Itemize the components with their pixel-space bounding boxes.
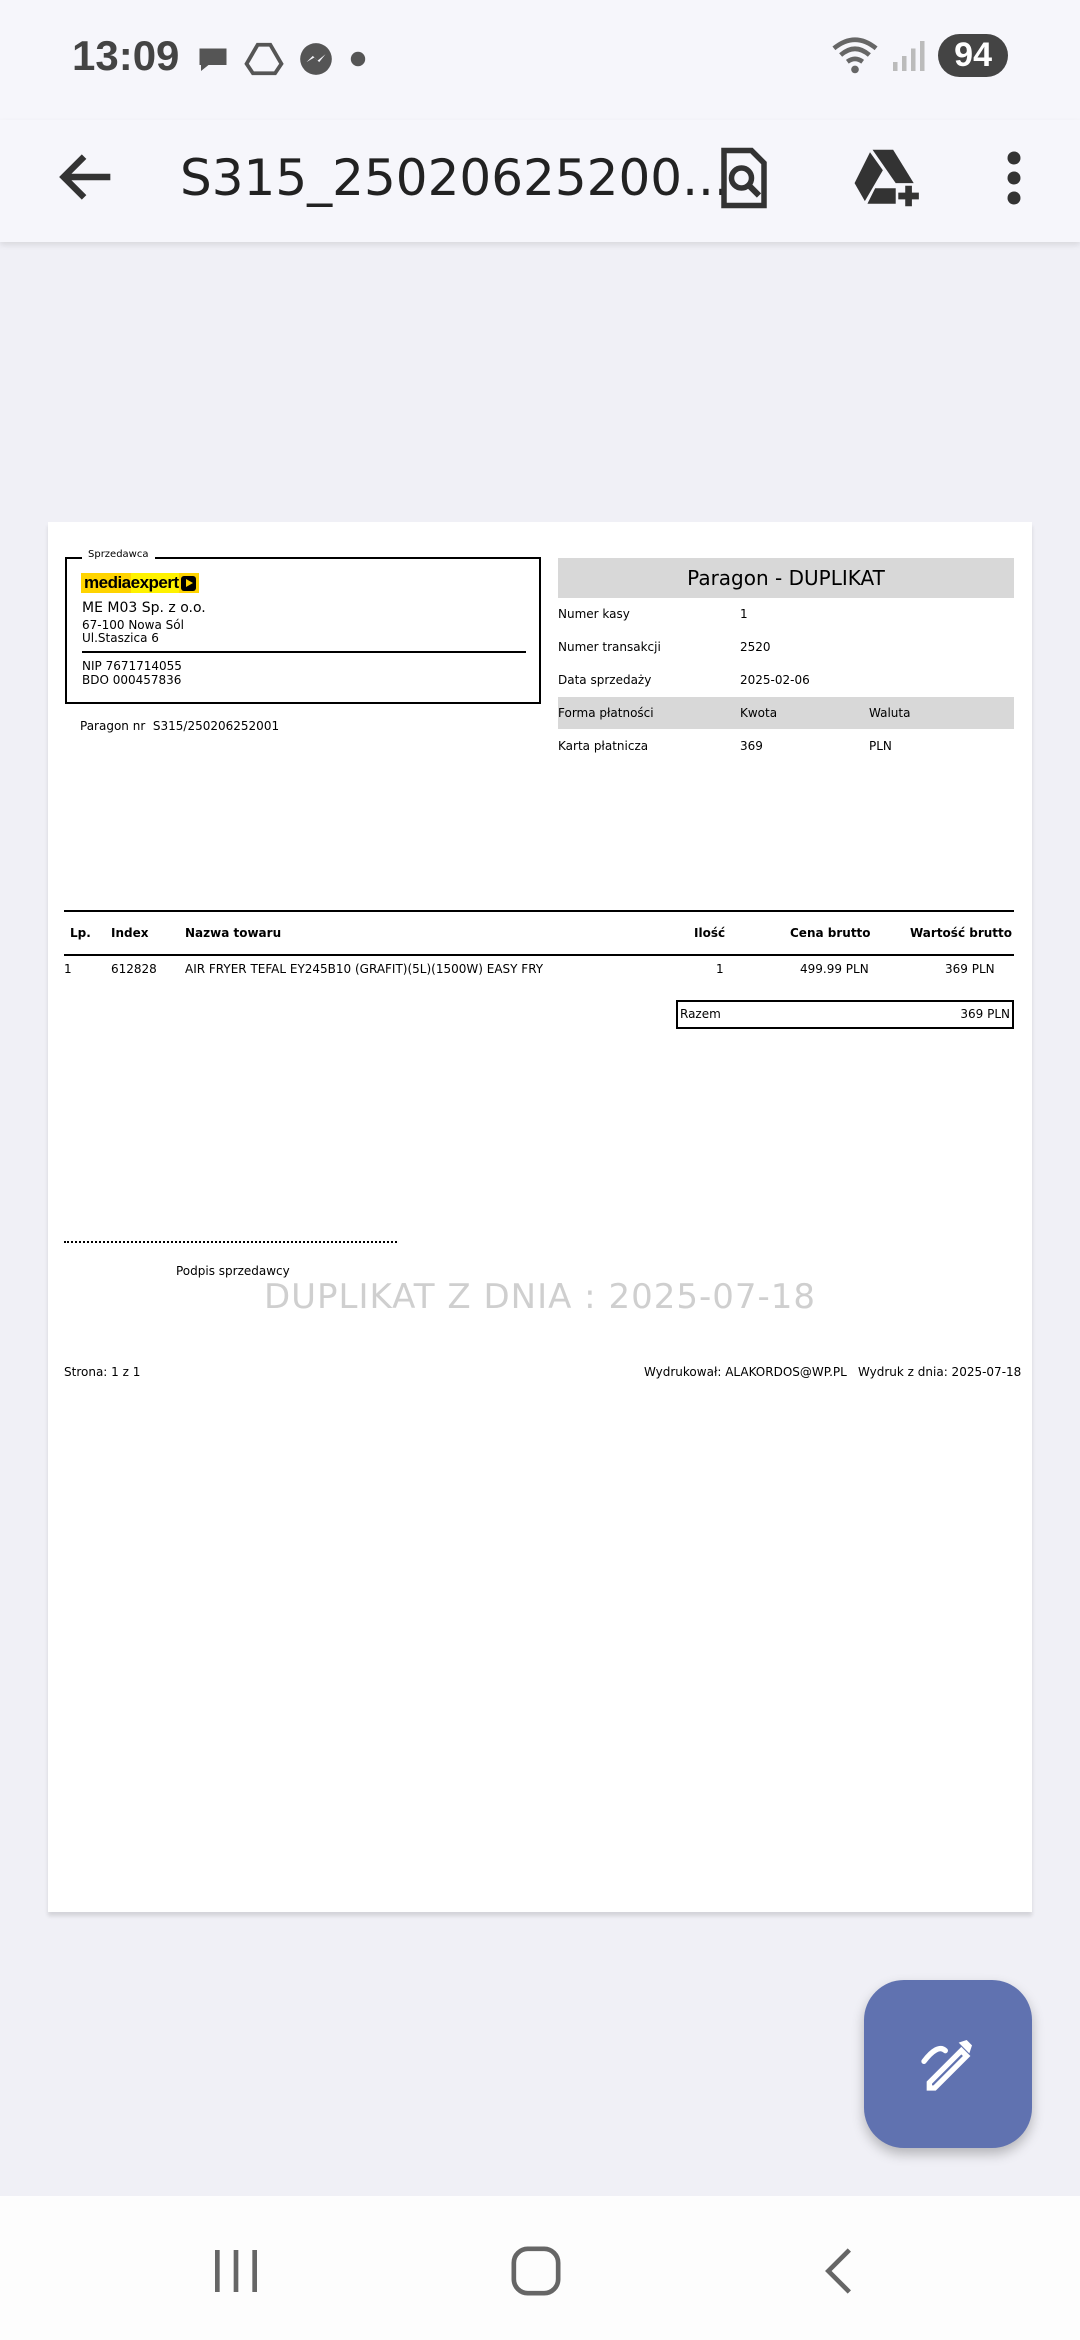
col-value: Wartość brutto xyxy=(910,926,1013,940)
col-qty: Ilość xyxy=(694,926,726,940)
table-header-rule xyxy=(64,954,1014,956)
seller-box xyxy=(65,549,541,704)
col-lp: Lp. xyxy=(70,926,91,940)
signature-line xyxy=(64,1241,397,1243)
status-bar xyxy=(0,0,1080,120)
system-icons xyxy=(832,34,1008,77)
seller-company: ME M03 Sp. z o.o. xyxy=(82,600,206,616)
total-box: Razem 369 PLN xyxy=(676,1000,1014,1029)
recent-apps-icon xyxy=(208,2243,264,2299)
signature-label: Podpis sprzedawcy xyxy=(176,1264,290,1278)
footer-printed-on: Wydruk z dnia: 2025-07-18 xyxy=(858,1365,1022,1379)
home-button[interactable] xyxy=(496,2236,576,2306)
dot-icon xyxy=(349,50,367,68)
more-vert-icon xyxy=(1004,148,1024,208)
document-page: Sprzedawca media expert ME M03 Sp. z o.o. 67-100 Nowa Sól Ul.Staszica 6 NIP 7671714055 BDO 000457836 Paragon nr S315/250206252001 Paragon - DUPLIKAT Numer kasy 1 Numer transakcji 2520 Data sprzedaży 2025-02-06 Forma płatności Kwota Waluta Karta płatnicza 369 PLN Lp. Index Nazwa towaru Ilość Cena brutto Wartość brutto 1 612828 AIR FRYER TEFAL EY245B10 (GRAFIT)(5L)(1500W) EASY FRY 1 499.99 PLN 369 PLN Razem 369 PLN Podpis sprzedawcy DUPLIKAT Z DNIA : 2025-07-18 Strona: 1 z 1 Wydrukował: ALAKORDOS@WP.PL Wydruk z dnia: 2025-07-18 xyxy=(48,522,1032,1912)
messenger-icon xyxy=(297,40,335,78)
wifi-icon xyxy=(832,36,878,76)
seller-address-2: Ul.Staszica 6 xyxy=(82,631,159,645)
arrow-back-icon xyxy=(52,142,122,212)
edit-fab[interactable] xyxy=(864,1980,1032,2148)
drive-add-icon xyxy=(852,146,924,210)
more-options-button[interactable] xyxy=(974,138,1054,218)
home-icon xyxy=(508,2243,564,2299)
chevron-left-icon xyxy=(812,2243,868,2299)
notification-icons xyxy=(195,40,367,78)
receipt-title: Paragon - DUPLIKAT xyxy=(558,558,1014,598)
pen-edit-icon xyxy=(916,2032,980,2096)
col-price: Cena brutto xyxy=(790,926,871,940)
payment-header: Forma płatności Kwota Waluta xyxy=(558,697,1014,729)
app-bar xyxy=(0,120,1080,242)
drive-icon xyxy=(245,40,283,78)
system-nav-bar xyxy=(0,2196,1080,2340)
mediaexpert-logo: media expert xyxy=(81,573,199,593)
file-search-icon xyxy=(714,145,774,211)
battery-indicator: 94 xyxy=(938,34,1008,77)
add-to-drive-button[interactable] xyxy=(848,138,928,218)
info-row-transaction: Numer transakcji 2520 xyxy=(558,640,771,654)
payment-row: Karta płatnicza 369 PLN xyxy=(558,739,892,753)
info-row-register: Numer kasy 1 xyxy=(558,607,748,621)
search-in-document-button[interactable] xyxy=(704,138,784,218)
receipt-number: Paragon nr S315/250206252001 xyxy=(80,719,280,733)
info-row-date: Data sprzedaży 2025-02-06 xyxy=(558,673,810,687)
duplicate-watermark: DUPLIKAT Z DNIA : 2025-07-18 xyxy=(263,1277,817,1317)
status-time: 13:09 xyxy=(72,32,180,79)
footer-page: Strona: 1 z 1 xyxy=(64,1365,141,1379)
signal-icon xyxy=(890,38,926,74)
table-top-rule xyxy=(64,910,1014,912)
document-title: S315_25020625200... xyxy=(180,149,730,207)
nav-back-button[interactable] xyxy=(800,2236,880,2306)
seller-address-1: 67-100 Nowa Sól xyxy=(82,618,184,632)
logo-arrow-icon xyxy=(181,576,196,591)
recent-apps-button[interactable] xyxy=(196,2236,276,2306)
footer-printed-by: Wydrukował: ALAKORDOS@WP.PL xyxy=(644,1365,847,1379)
chat-bubble-icon xyxy=(195,41,231,77)
col-index: Index xyxy=(111,926,149,940)
seller-nip: NIP 7671714055 xyxy=(82,659,182,673)
seller-legend: Sprzedawca xyxy=(82,549,155,560)
seller-divider xyxy=(82,651,526,653)
back-button[interactable] xyxy=(52,142,122,212)
seller-bdo: BDO 000457836 xyxy=(82,673,182,687)
col-name: Nazwa towaru xyxy=(185,926,282,940)
